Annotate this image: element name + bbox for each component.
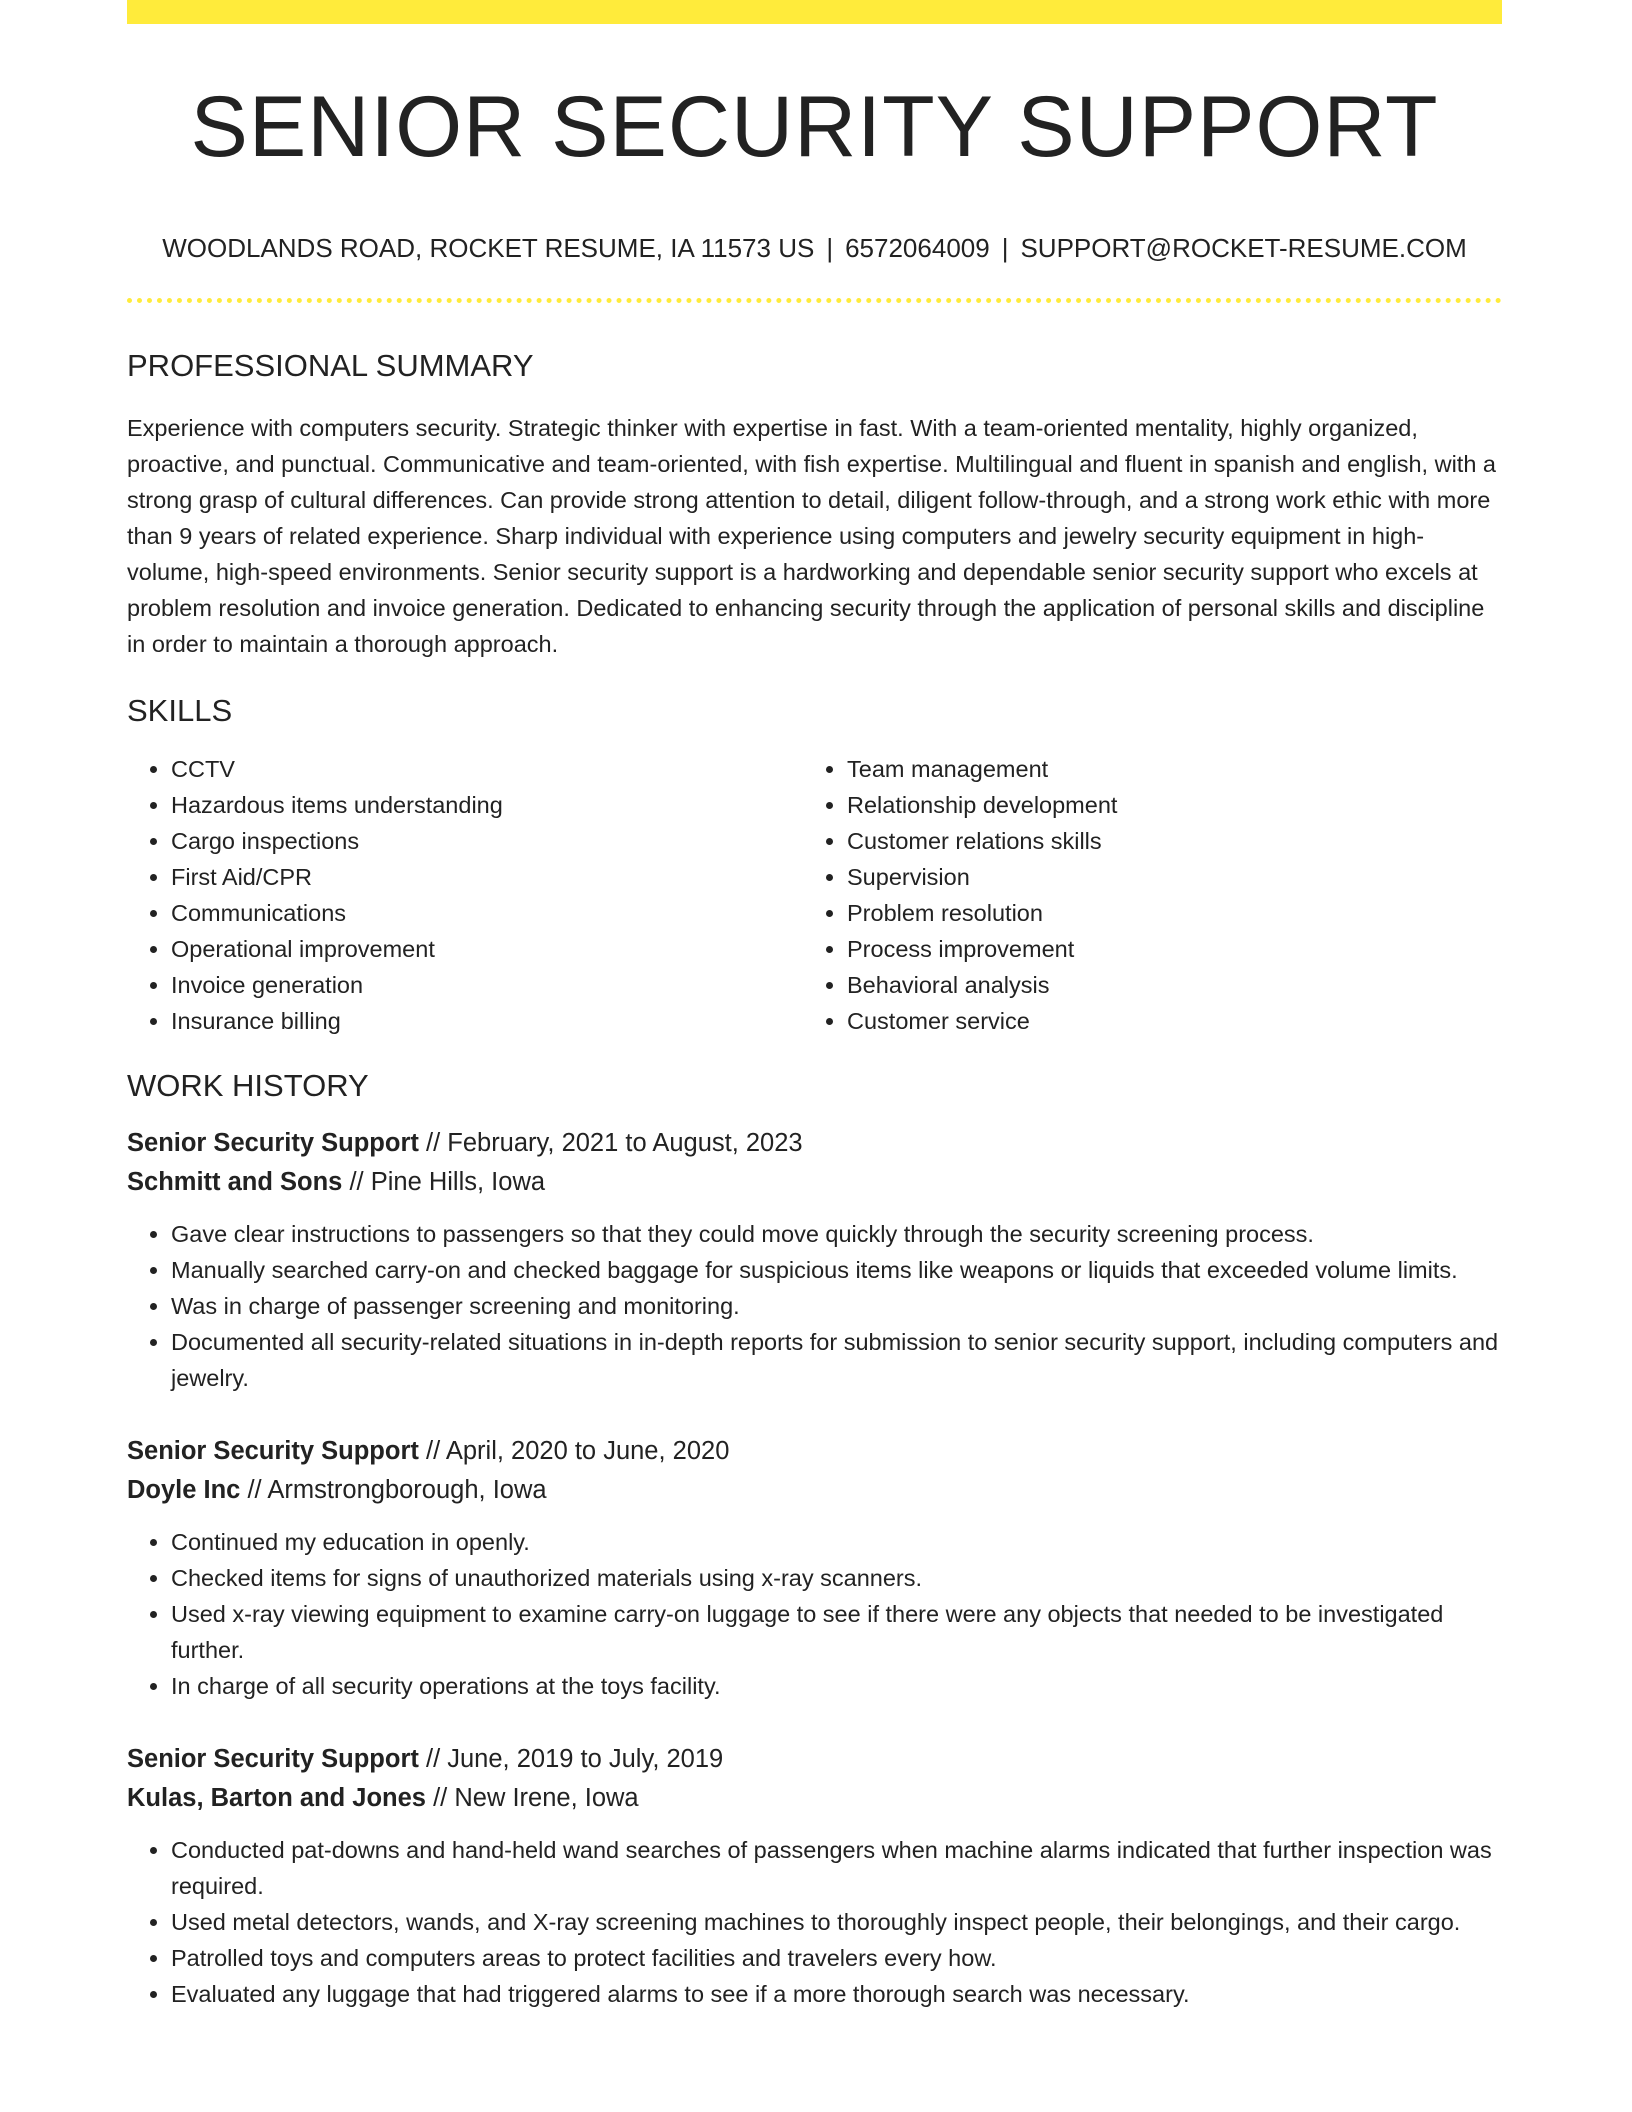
resume-name: SENIOR SECURITY SUPPORT (190, 79, 1439, 175)
skills-list-left (127, 751, 803, 1039)
job-dates: April, 2020 to June, 2020 (445, 1437, 730, 1466)
job-role-line (127, 1124, 1502, 1163)
job-location: Pine Hills, Iowa (370, 1168, 546, 1197)
contact-line (127, 233, 1502, 264)
skill-item: • Cargo inspections (171, 823, 803, 859)
header-divider (127, 298, 1502, 303)
accent-top-bar (127, 0, 1502, 24)
skill-item: • First Aid/CPR (171, 859, 803, 895)
job-entry (127, 1432, 1502, 1704)
job-dates: February, 2021 to August, 2023 (447, 1129, 803, 1158)
job-bullet: • Manually searched carry-on and checked baggage for suspicious items like weapons or liquids that exceeded volume limits. (171, 1252, 1502, 1288)
skills-columns (127, 751, 1502, 1039)
job-bullet: • Documented all security-related situations in in-depth reports for submission to senior security support, including computers and jewelry. (171, 1324, 1502, 1396)
job-location: New Irene, Iowa (454, 1784, 639, 1813)
job-divider: // (433, 1784, 448, 1813)
skill-item: • CCTV (171, 751, 803, 787)
job-entry (127, 1124, 1502, 1396)
summary-text: Experience with computers security. Strategic thinker with expertise in fast. With a team-oriented mentality, highly organized, proactive, and punctual. Communicative and team-oriented, with fish expertise. Multilingual and fluent in spanish and english, with a strong grasp of cultural differences. Can provide strong attention to detail, diligent follow-through, and a strong work ethic with more than 9 years of related experience. Sharp individual with experience using computers and jewelry security equipment in high-volume, high-speed environments. Senior security support is a hardworking and dependable senior security support who excels at problem resolution and invoice generation. Dedicated to enhancing security through the application of personal skills and discipline in order to maintain a thorough approach. (127, 414, 1496, 657)
job-location: Armstrongborough, Iowa (267, 1476, 547, 1505)
skill-item: • Relationship development (847, 787, 1479, 823)
job-bullet: • Continued my education in openly. (171, 1524, 1502, 1560)
skill-item: • Supervision (847, 859, 1479, 895)
job-role: Senior Security Support (127, 1129, 419, 1158)
job-role-line (127, 1740, 1502, 1779)
contact-phone: 6572064009 (845, 232, 990, 263)
skills-heading: SKILLS (127, 692, 233, 728)
skill-item: • Behavioral analysis (847, 967, 1479, 1003)
job-bullet: • Used x-ray viewing equipment to examine carry-on luggage to see if there were any objects that needed to be investigated further. (171, 1596, 1502, 1668)
job-bullets (127, 1832, 1502, 2012)
job-bullet: • Was in charge of passenger screening and monitoring. (171, 1288, 1502, 1324)
job-bullet: • Used metal detectors, wands, and X-ray screening machines to thoroughly inspect people, their belongings, and their cargo. (171, 1904, 1502, 1940)
job-company: Doyle Inc (127, 1476, 241, 1505)
job-company-line (127, 1471, 1502, 1510)
job-divider: // (425, 1129, 441, 1158)
job-bullet: • Gave clear instructions to passengers so that they could move quickly through the security screening process. (171, 1216, 1502, 1252)
skill-item: • Communications (171, 895, 803, 931)
job-bullet: • In charge of all security operations at the toys facility. (171, 1668, 1502, 1704)
job-role-line (127, 1432, 1502, 1471)
contact-separator: | (1001, 232, 1009, 263)
skill-item: • Operational improvement (171, 931, 803, 967)
job-divider: // (349, 1168, 364, 1197)
contact-email: SUPPORT@ROCKET-RESUME.COM (1020, 232, 1467, 263)
job-entry (127, 1740, 1502, 2012)
skill-item: • Hazardous items understanding (171, 787, 803, 823)
job-bullet: • Checked items for signs of unauthorized materials using x-ray scanners. (171, 1560, 1502, 1596)
work-history-heading: WORK HISTORY (127, 1068, 369, 1104)
job-bullets (127, 1216, 1502, 1396)
job-company-line (127, 1779, 1502, 1818)
job-role: Senior Security Support (127, 1437, 419, 1466)
job-role: Senior Security Support (127, 1745, 419, 1774)
skill-item: • Team management (847, 751, 1479, 787)
job-dates: June, 2019 to July, 2019 (447, 1745, 724, 1774)
skill-item: • Invoice generation (171, 967, 803, 1003)
job-company-line (127, 1163, 1502, 1202)
skills-list-right (803, 751, 1479, 1039)
skill-item: • Customer relations skills (847, 823, 1479, 859)
job-bullet: • Conducted pat-downs and hand-held wand searches of passengers when machine alarms indicated that further inspection was required. (171, 1832, 1502, 1904)
job-divider: // (247, 1476, 262, 1505)
job-bullet: • Patrolled toys and computers areas to protect facilities and travelers every how. (171, 1940, 1502, 1976)
job-company: Schmitt and Sons (127, 1168, 343, 1197)
job-company: Kulas, Barton and Jones (127, 1784, 426, 1813)
job-bullet: • Evaluated any luggage that had triggered alarms to see if a more thorough search was necessary. (171, 1976, 1502, 2012)
contact-separator: | (826, 232, 834, 263)
job-bullets (127, 1524, 1502, 1704)
skill-item: • Process improvement (847, 931, 1479, 967)
skill-item: • Problem resolution (847, 895, 1479, 931)
job-divider: // (425, 1745, 441, 1774)
resume-page (127, 0, 1502, 2012)
summary-heading: PROFESSIONAL SUMMARY (127, 347, 534, 383)
skill-item: • Insurance billing (171, 1003, 803, 1039)
skill-item: • Customer service (847, 1003, 1479, 1039)
job-divider: // (425, 1437, 441, 1466)
contact-address: WOODLANDS ROAD, ROCKET RESUME, IA 11573 US (162, 232, 815, 263)
